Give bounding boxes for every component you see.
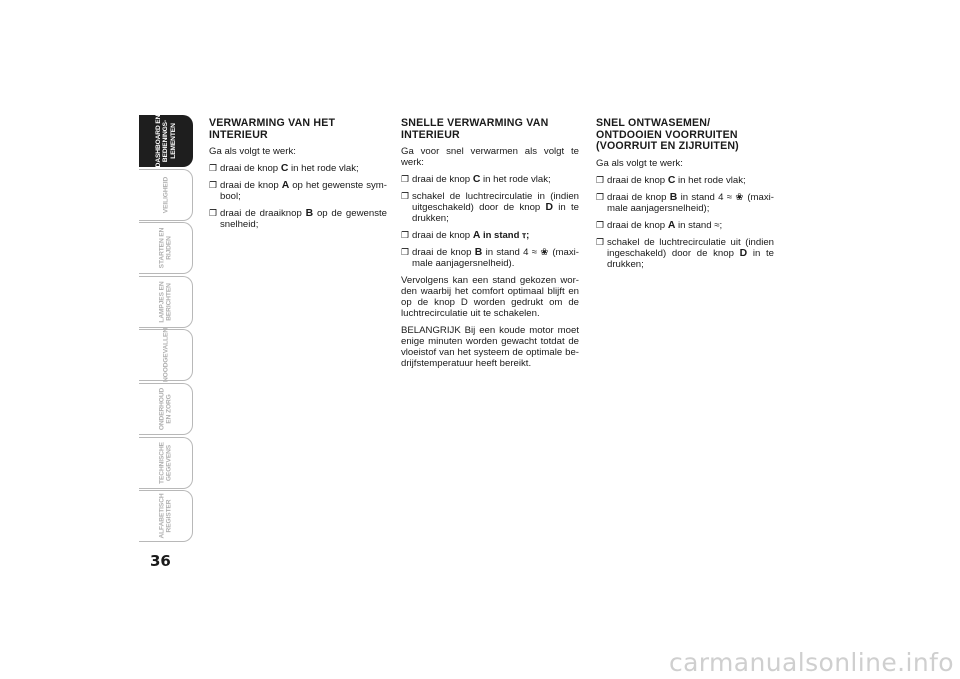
tab-label: DASHBOARD EN BEDIENINGS- LEMENTEN xyxy=(154,114,177,168)
column-snelle-verwarming xyxy=(401,118,579,375)
list-item: ❐ draai de knop A in stand ⲧ; xyxy=(401,230,530,241)
tab-label: VEILIGHEID xyxy=(161,176,169,213)
title-text: VERWARMING VAN HET INTERIEUR xyxy=(209,117,336,141)
steps-list xyxy=(401,174,579,269)
tab-veiligheid[interactable] xyxy=(139,169,193,221)
list-item: ❐ draai de draaiknop B op de gewenste snelheid; xyxy=(209,208,387,230)
tab-register[interactable] xyxy=(139,490,193,542)
list-item: ❐ draai de knop C in het rode vlak; xyxy=(401,174,551,185)
section-title xyxy=(401,118,579,141)
tab-label: ONDERHOUD EN ZORG xyxy=(158,387,173,431)
intro-text: Ga als volgt te werk: xyxy=(596,157,683,169)
tab-noodgevallen[interactable] xyxy=(139,329,193,381)
checkbox-bullet-icon: ❐ xyxy=(209,180,218,190)
list-item: ❐ schakel de luchtrecirculatie in (indien uitgeschakeld) door de knop D in te drukken; xyxy=(401,191,579,224)
tab-label: NOODGEVALLEN xyxy=(161,328,169,383)
column-ontwasemen xyxy=(596,118,774,276)
checkbox-bullet-icon: ❐ xyxy=(596,174,605,185)
steps-list xyxy=(596,175,774,270)
chapter-tabs xyxy=(139,115,193,544)
checkbox-bullet-icon: ❐ xyxy=(596,219,605,230)
list-item: ❐ draai de knop C in het rode vlak; xyxy=(596,174,746,186)
list-item: ❐ schakel de luchtrecirculatie uit (indien ingeschakeld) door de knop D in te drukken; xyxy=(596,236,774,270)
tab-label: LAMPJES EN BERICHTEN xyxy=(158,281,173,323)
intro-text: Ga als volgt te werk: xyxy=(209,146,296,157)
tab-label: STARTEN EN RIJDEN xyxy=(158,227,173,269)
paragraph: Vervolgens kan een stand gekozen wor- den waarbij het comfort optimaal blijft en op de knop D worden gedrukt om de luchtrecirculatie uit te schakelen. xyxy=(401,275,579,319)
page-number: 36 xyxy=(150,552,171,570)
list-item: ❐ draai de knop C in het rode vlak; xyxy=(209,163,359,174)
list-item: ❐ draai de knop A op het gewenste sym- bool; xyxy=(209,180,387,202)
watermark: carmanualsonline.info xyxy=(668,648,954,677)
section-title xyxy=(209,118,387,141)
checkbox-bullet-icon: ❐ xyxy=(209,208,218,218)
checkbox-bullet-icon: ❐ xyxy=(401,191,410,201)
tab-starten[interactable] xyxy=(139,222,193,274)
list-item: ❐ draai de knop B in stand 4 ≈ ❀ (maxi- male aanjagersnelheid); xyxy=(596,191,774,214)
checkbox-bullet-icon: ❐ xyxy=(401,174,410,184)
tab-label: ALFABETISCH REGISTER xyxy=(158,493,173,539)
steps-list xyxy=(209,163,387,230)
intro-text: Ga voor snel verwarmen als volgt te werk: xyxy=(401,146,579,168)
paragraph: BELANGRIJK Bij een koude motor moet enige minuten worden gewacht totdat de vloeistof van het systeem de optimale be- drijfstemperatuur heeft bereikt. xyxy=(401,325,579,369)
tab-lampjes[interactable] xyxy=(139,276,193,328)
list-item: ❐ draai de knop B in stand 4 ≈ ❀ (maxi- male aanjagersnelheid). xyxy=(401,247,579,269)
section-title xyxy=(596,118,774,153)
title-text: SNEL ONTWASEMEN/ ONTDOOIEN VOORRUITEN (VOORRUIT EN ZIJRUITEN) xyxy=(596,117,739,152)
checkbox-bullet-icon: ❐ xyxy=(401,247,410,257)
title-text: SNELLE VERWARMING VAN INTERIEUR xyxy=(401,117,549,141)
checkbox-bullet-icon: ❐ xyxy=(401,230,410,240)
tab-onderhoud[interactable] xyxy=(139,383,193,435)
column-verwarming xyxy=(209,118,387,236)
tab-label: TECHNISCHE GEGEVENS xyxy=(158,441,173,484)
checkbox-bullet-icon: ❐ xyxy=(209,163,218,173)
tab-dashboard[interactable] xyxy=(139,115,193,167)
checkbox-bullet-icon: ❐ xyxy=(596,191,605,202)
tab-technische[interactable] xyxy=(139,437,193,489)
list-item: ❐ draai de knop A in stand ≈; xyxy=(596,219,723,231)
checkbox-bullet-icon: ❐ xyxy=(596,236,605,247)
feet-mode-icon: in stand ⲧ; xyxy=(480,230,530,241)
